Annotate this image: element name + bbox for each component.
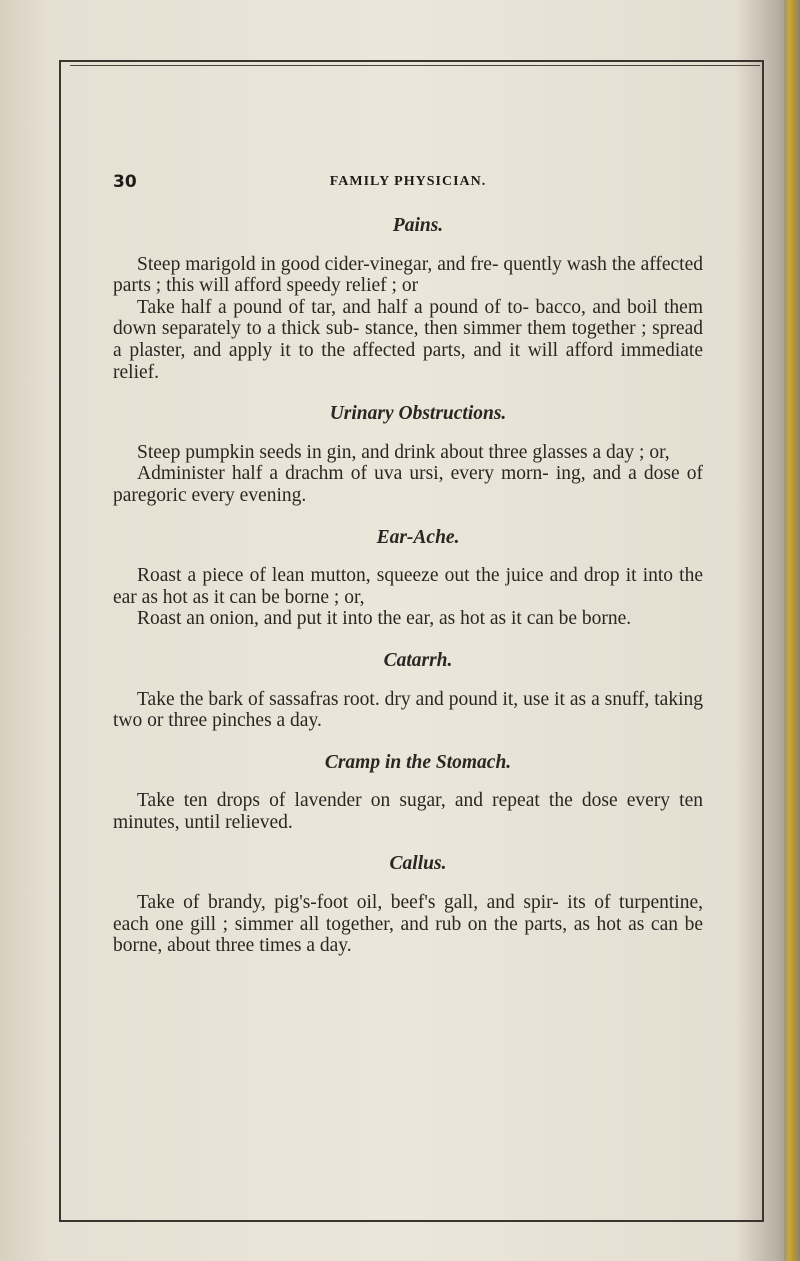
section-pains <box>113 215 703 383</box>
section-urinary-obstructions <box>113 403 703 506</box>
paragraph: Take half a pound of tar, and half a pound of to- bacco, and boil them down separately to a thick sub- stance, then simmer them together ; spread a plaster, and apply it to the affected parts, and it will afford immediate relief. <box>113 296 703 383</box>
section-callus <box>113 853 703 956</box>
page-frame-left <box>59 60 61 1222</box>
page-body <box>113 215 703 977</box>
page-edge <box>784 0 800 1261</box>
running-head: FAMILY PHYSICIAN. <box>329 174 487 189</box>
section-catarrh <box>113 650 703 732</box>
paragraph: Administer half a drachm of uva ursi, every morn- ing, and a dose of paregoric every evening. <box>113 463 703 506</box>
page-frame-bottom <box>60 1220 764 1222</box>
paragraph: Roast an onion, and put it into the ear, as hot as it can be borne. <box>137 608 632 630</box>
page-frame-top-inner <box>70 65 760 66</box>
page-header <box>113 172 703 196</box>
section-title: Cramp in the Stomach. <box>324 751 512 773</box>
section-ear-ache <box>113 527 703 630</box>
section-title: Callus. <box>389 853 447 875</box>
paragraph: Take the bark of sassafras root. dry and pound it, use it as a snuff, taking two or three pinches a day. <box>113 688 703 732</box>
section-title: Urinary Obstructions. <box>329 403 507 425</box>
paragraph: Steep marigold in good cider-vinegar, and fre- quently wash the affected parts ; this will afford speedy relief ; or <box>113 253 703 297</box>
section-title: Catarrh. <box>383 649 453 671</box>
paragraph: Take of brandy, pig's-foot oil, beef's gall, and spir- its of turpentine, each one gill ; simmer all together, and rub on the parts, as hot as can be borne, about three times a day. <box>113 892 703 957</box>
page-frame-top <box>60 60 764 62</box>
section-cramp-in-the-stomach <box>113 752 703 834</box>
section-title: Ear-Ache. <box>376 526 460 548</box>
paragraph: Roast a piece of lean mutton, squeeze out the juice and drop it into the ear as hot as it can be borne ; or, <box>113 565 703 608</box>
page-number: 30 <box>113 172 137 192</box>
paragraph: Take ten drops of lavender on sugar, and repeat the dose every ten minutes, until relieved. <box>113 790 703 833</box>
page-frame-right <box>762 60 764 1222</box>
paragraph: Steep pumpkin seeds in gin, and drink about three glasses a day ; or, <box>137 441 670 463</box>
section-title: Pains. <box>392 215 444 236</box>
